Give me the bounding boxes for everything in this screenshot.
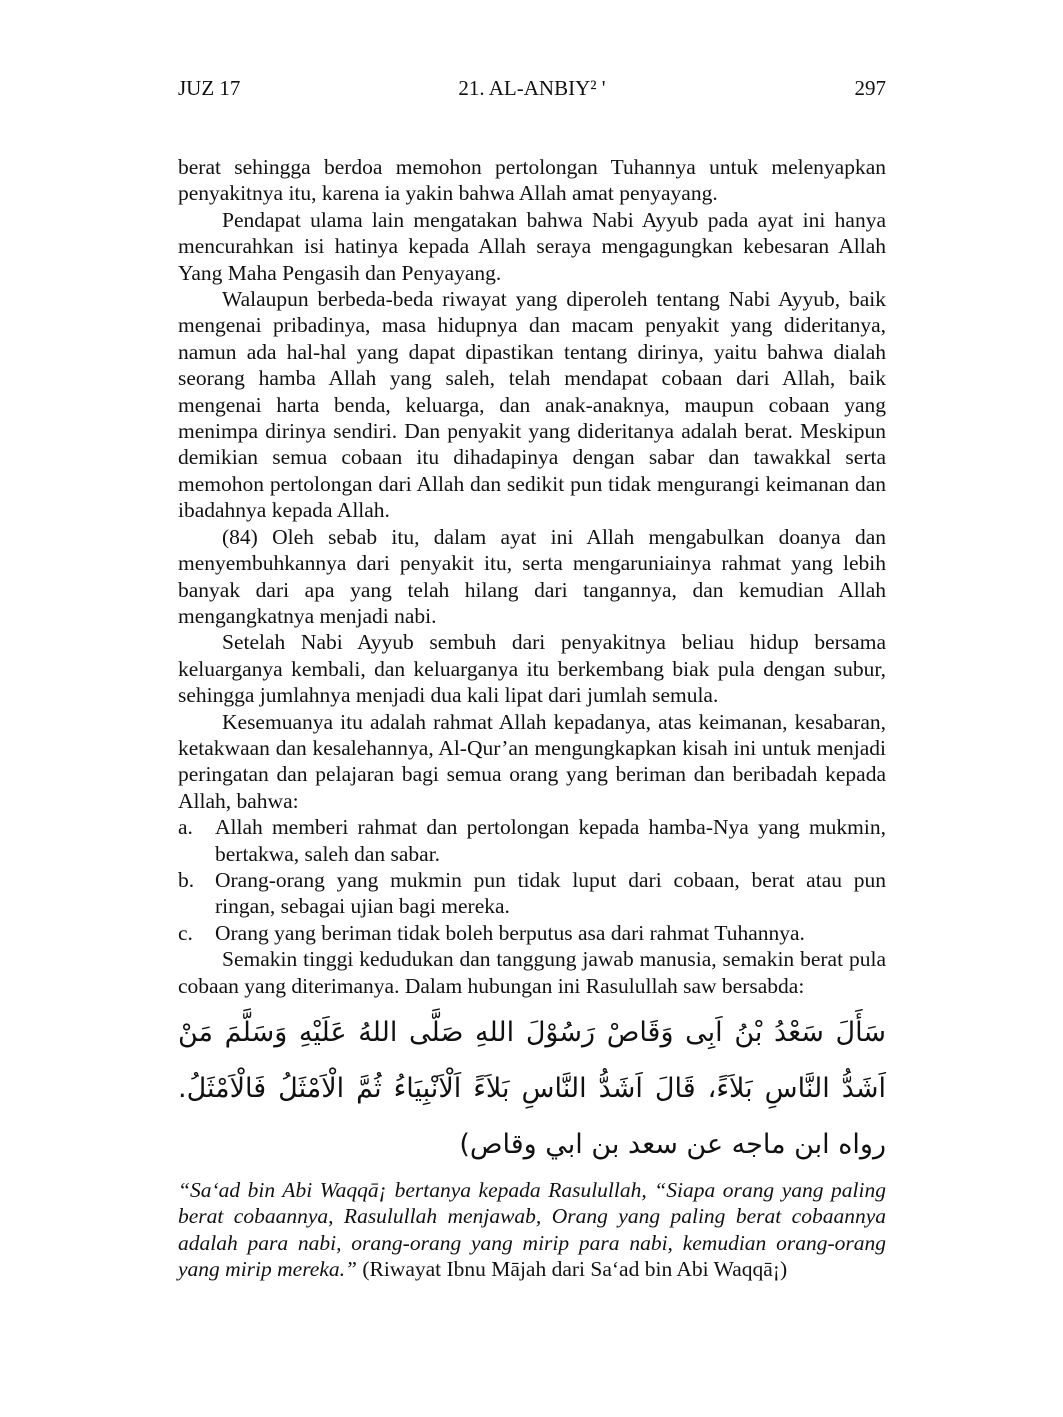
page-body: [178, 154, 886, 1283]
book-page: [178, 70, 886, 1283]
lesson-list: [178, 814, 886, 946]
translation-quote: “Sa‘ad bin Abi Waqqā¡ bertanya kepada Rasulullah, “Siapa orang yang paling berat cobaannya, Rasulullah menjawab, Orang yang paling berat cobaannya adalah para nabi, orang-orang yang mirip para nabi, kemudian orang-orang yang mirip mereka.”: [178, 1178, 886, 1282]
paragraph: Kesemuanya itu adalah rahmat Allah kepadanya, atas keimanan, kesabaran, ketakwaan dan kesalehannya, Al-Qur’an mengungkapkan kisah ini untuk menjadi peringatan dan pelajaran bagi semua orang yang beriman dan beribadah kepada Allah, bahwa:: [178, 709, 886, 813]
list-item-text: Orang yang beriman tidak boleh berputus asa dari rahmat Tuhannya.: [215, 920, 805, 945]
paragraph: berat sehingga berdoa memohon pertolongan Tuhannya untuk melenyapkan penyakitnya itu, karena ia yakin bahwa Allah amat penyayang.: [178, 155, 886, 206]
hadith-translation: [178, 1177, 886, 1283]
paragraph: Semakin tinggi kedudukan dan tanggung jawab manusia, semakin berat pula cobaan yang diterimanya. Dalam hubungan ini Rasulullah saw bersabda:: [178, 947, 886, 998]
list-item-text: Allah memberi rahmat dan pertolongan kepada hamba-Nya yang mukmin, bertakwa, saleh dan sabar.: [215, 815, 886, 866]
arabic-hadith: سَأَلَ سَعْدُ بْنُ اَبِى وَقَاصْ رَسُوْلَ اللهِ صَلَّى اللهُ عَلَيْهِ وَسَلَّمَ مَنْ اَشَدُّ النَّاسِ بَلاَءً، قَالَ اَشَدُّ النَّاسِ بَلاَءً اَلْاَنْبِيَاءُ ثُمَّ الْاَمْثَلُ فَالْاَمْثَلُ. رواه ابن ماجه عن سعد بن ابي وقاص): [178, 1017, 886, 1160]
paragraph: Pendapat ulama lain mengatakan bahwa Nabi Ayyub pada ayat ini hanya mencurahkan isi hatinya kepada Allah seraya mengagungkan kebesaran Allah Yang Maha Pengasih dan Penyayang.: [178, 207, 886, 285]
list-item: [178, 814, 886, 867]
page-number: 297: [854, 76, 886, 100]
paragraph: Walaupun berbeda-beda riwayat yang diperoleh tentang Nabi Ayyub, baik mengenai pribadinya, masa hidupnya dan macam penyakit yang dideritanya, namun ada hal-hal yang dapat dipastikan tentang dirinya, yaitu bahwa dialah seorang hamba Allah yang saleh, telah mendapat cobaan dari Allah, baik mengenai harta benda, keluarga, dan anak-anaknya, maupun cobaan yang menimpa dirinya sendiri. Dan penyakit yang dideritanya adalah berat. Meskipun demikian semua cobaan itu dihadapinya dengan sabar dan tawakkal serta memohon pertolongan dari Allah dan sedikit pun tidak mengurangi keimanan dan ibadahnya kepada Allah.: [178, 287, 886, 523]
list-marker: b.: [178, 867, 195, 892]
list-marker: c.: [178, 920, 193, 945]
paragraph: Setelah Nabi Ayyub sembuh dari penyakitnya beliau hidup bersama keluarganya kembali, dan keluarganya itu berkembang biak pula dengan subur, sehingga jumlahnya menjadi dua kali lipat dari jumlah semula.: [178, 630, 886, 708]
translation-source: (Riwayat Ibnu Mājah dari Sa‘ad bin Abi Waqqā¡): [356, 1257, 788, 1282]
list-item: [178, 920, 886, 946]
surah-title: 21. AL-ANBIY² ': [458, 76, 606, 100]
list-item: [178, 867, 886, 920]
juz-label: JUZ 17: [178, 76, 241, 100]
paragraph: (84) Oleh sebab itu, dalam ayat ini Allah mengabulkan doanya dan menyembuhkannya dari penyakit itu, serta mengaruniainya rahmat yang lebih banyak dari apa yang telah hilang dari tangannya, dan kemudian Allah mengangkatnya menjadi nabi.: [178, 524, 886, 628]
running-header: [178, 70, 886, 106]
list-item-text: Orang-orang yang mukmin pun tidak luput dari cobaan, berat atau pun ringan, sebagai ujian bagi mereka.: [215, 867, 886, 919]
list-marker: a.: [178, 815, 193, 840]
